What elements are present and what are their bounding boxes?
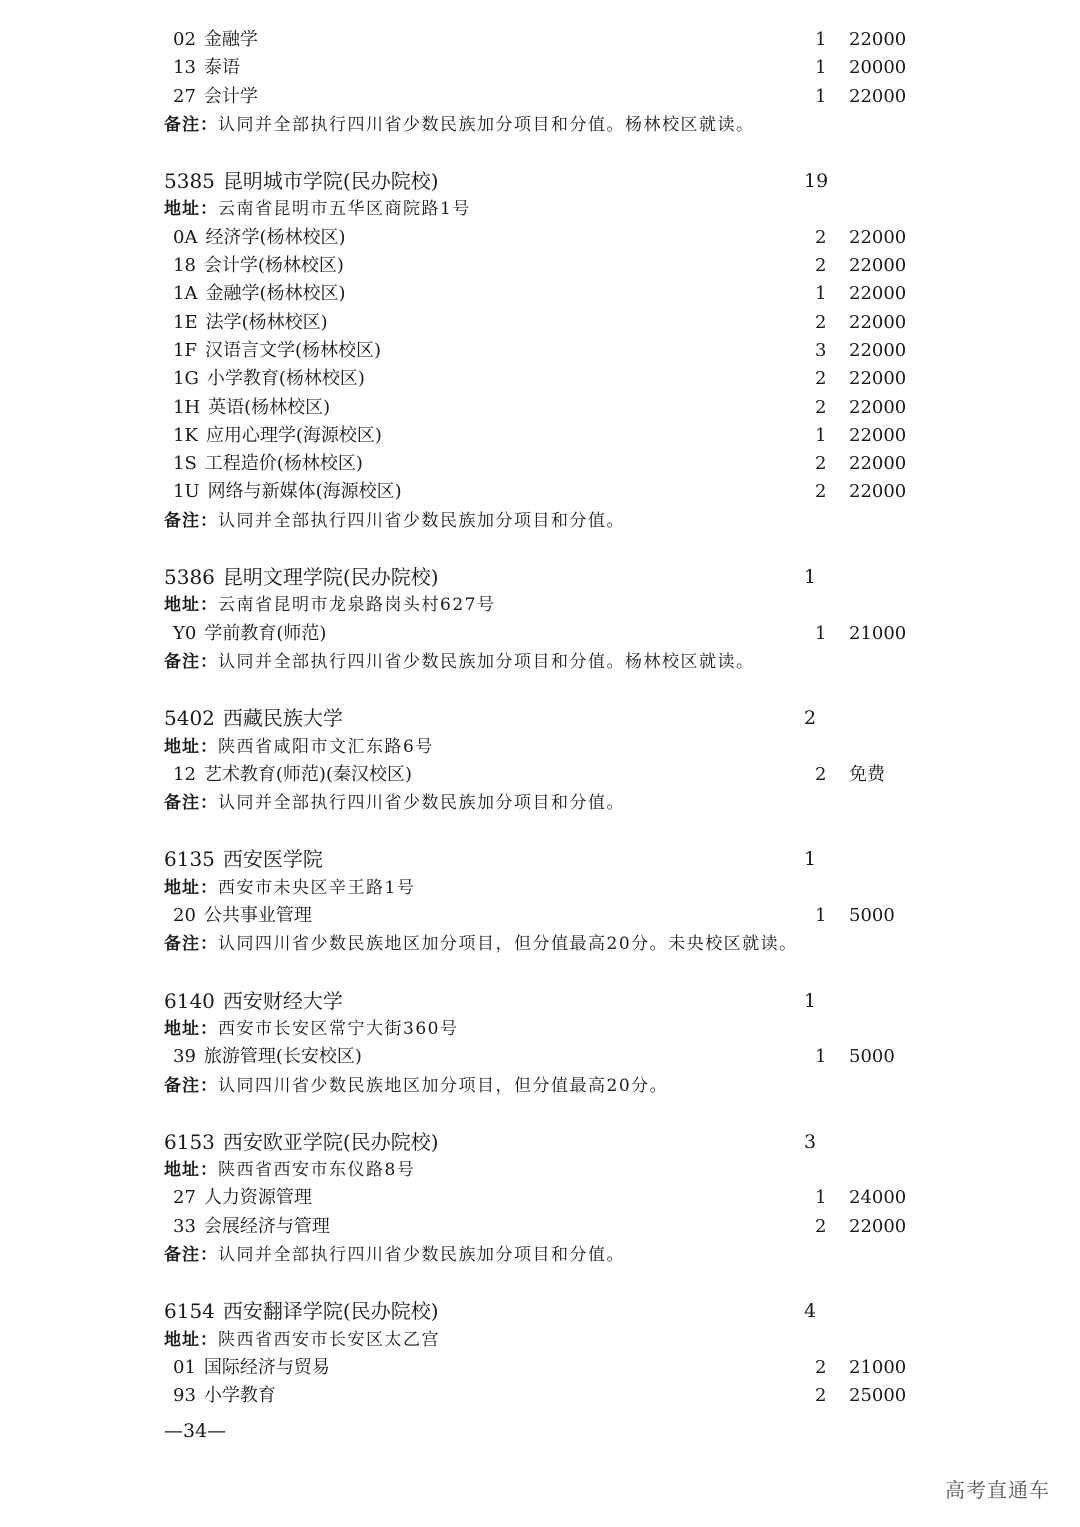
major-name: 汉语言文学(杨林校区) <box>204 339 381 361</box>
note-text: 认同并全部执行四川省少数民族加分项目和分值。 <box>218 793 625 814</box>
major-row <box>164 26 924 54</box>
major-count: 2 <box>815 396 827 418</box>
major-name: 金融学 <box>203 29 258 50</box>
major-count: 2 <box>815 368 827 390</box>
major-name: 小学教育 <box>203 1385 276 1407</box>
major-fee: 22000 <box>849 396 907 418</box>
note-row <box>164 930 924 958</box>
major-name: 经济学(杨林校区) <box>205 226 346 248</box>
address-row <box>164 1015 924 1043</box>
major-code: 27 <box>173 85 196 107</box>
major-count: 2 <box>815 1356 827 1378</box>
major-fee: 22000 <box>849 339 907 361</box>
major-count: 1 <box>815 1046 827 1068</box>
major-row <box>164 1213 924 1241</box>
institution-header <box>164 167 924 195</box>
institution-count: 1 <box>804 566 817 589</box>
address-text: 陕西省咸阳市文汇东路6号 <box>218 736 434 757</box>
institution-count: 2 <box>804 707 817 730</box>
major-row <box>164 54 924 82</box>
major-code: 12 <box>173 763 196 785</box>
note-label: 备注： <box>164 510 218 531</box>
institution-name: 西安欧亚学院(民办院校) <box>222 1129 439 1154</box>
major-fee: 22000 <box>849 453 907 475</box>
major-fee: 20000 <box>849 57 907 79</box>
major-row <box>164 252 924 280</box>
institution-code: 5386 <box>164 565 215 590</box>
major-name: 工程造价(杨林校区) <box>204 453 363 475</box>
major-name: 泰语 <box>203 57 240 79</box>
note-row <box>164 648 924 676</box>
institution-name: 西藏民族大学 <box>222 706 343 731</box>
major-row <box>164 478 924 506</box>
major-code: 1E <box>173 311 198 333</box>
institution-name: 西安财经大学 <box>222 988 343 1013</box>
major-code: 20 <box>173 905 196 927</box>
major-fee: 21000 <box>849 622 907 644</box>
address-label: 地址： <box>164 877 218 898</box>
note-label: 备注： <box>164 114 218 135</box>
major-code: 02 <box>173 29 196 50</box>
major-fee: 免费 <box>849 763 885 785</box>
note-row <box>164 1241 924 1269</box>
major-count: 1 <box>815 424 827 446</box>
institution-header <box>164 704 924 732</box>
major-row <box>164 1382 924 1410</box>
institution-header <box>164 563 924 591</box>
major-code: 1U <box>173 481 200 503</box>
major-fee: 22000 <box>849 85 907 107</box>
major-count: 2 <box>815 453 827 475</box>
major-count: 1 <box>815 57 827 79</box>
major-code: 39 <box>173 1046 196 1068</box>
note-row <box>164 789 924 817</box>
major-code: 1A <box>173 283 198 305</box>
major-code: 1G <box>173 368 199 390</box>
major-row <box>164 309 924 337</box>
note-label: 备注： <box>164 651 218 672</box>
major-row <box>164 280 924 308</box>
institution-header <box>164 987 924 1015</box>
institution-header <box>164 1297 924 1325</box>
address-row <box>164 1156 924 1184</box>
major-name: 金融学(杨林校区) <box>205 283 346 305</box>
institution-code: 6153 <box>164 1129 215 1154</box>
address-row <box>164 874 924 902</box>
major-name: 会计学(杨林校区) <box>203 255 344 277</box>
major-count: 1 <box>815 85 827 107</box>
note-label: 备注： <box>164 793 218 814</box>
address-label: 地址： <box>164 199 218 220</box>
note-text: 认同并全部执行四川省少数民族加分项目和分值。 <box>218 1244 625 1265</box>
major-row <box>164 761 924 789</box>
watermark: 高考直通车 <box>945 1478 1050 1502</box>
major-code: 13 <box>173 57 196 79</box>
institution-code: 5385 <box>164 169 215 194</box>
major-name: 艺术教育(师范)(秦汉校区) <box>203 763 412 785</box>
address-row <box>164 1326 924 1354</box>
address-label: 地址： <box>164 1329 218 1350</box>
major-name: 学前教育(师范) <box>204 622 327 644</box>
major-fee: 22000 <box>849 1215 907 1237</box>
note-label: 备注： <box>164 1244 218 1265</box>
note-text: 认同并全部执行四川省少数民族加分项目和分值。 <box>218 510 625 531</box>
major-code: 93 <box>173 1385 196 1407</box>
address-text: 云南省昆明市龙泉路岗头村627号 <box>218 595 496 616</box>
note-text: 认同并全部执行四川省少数民族加分项目和分值。杨林校区就读。 <box>218 651 755 672</box>
institution-name: 西安医学院 <box>222 847 323 872</box>
major-row <box>164 83 924 111</box>
note-label: 备注： <box>164 934 218 955</box>
major-count: 2 <box>815 226 827 248</box>
address-row <box>164 733 924 761</box>
page-number: —34— <box>164 1420 227 1442</box>
major-code: 1H <box>173 396 201 418</box>
major-row <box>164 450 924 478</box>
major-count: 3 <box>815 339 827 361</box>
address-text: 西安市未央区辛王路1号 <box>218 877 416 898</box>
major-name: 英语(杨林校区) <box>208 396 331 418</box>
major-name: 旅游管理(长安校区) <box>203 1046 362 1068</box>
institution-header <box>164 845 924 873</box>
address-row <box>164 195 924 223</box>
institution-name: 西安翻译学院(民办院校) <box>222 1299 439 1324</box>
institution-count: 19 <box>804 170 829 193</box>
major-fee: 22000 <box>849 424 907 446</box>
major-count: 1 <box>815 622 827 644</box>
major-fee: 22000 <box>849 283 907 305</box>
note-row <box>164 1072 924 1100</box>
institution-header <box>164 1128 924 1156</box>
address-text: 云南省昆明市五华区商院路1号 <box>218 199 471 220</box>
major-fee: 21000 <box>849 1356 907 1378</box>
major-name: 公共事业管理 <box>203 905 312 927</box>
note-row <box>164 507 924 535</box>
note-label: 备注： <box>164 1075 218 1096</box>
address-text: 陕西省西安市东仪路8号 <box>218 1160 416 1181</box>
major-row <box>164 1354 924 1382</box>
institution-name: 昆明文理学院(民办院校) <box>222 565 439 590</box>
major-code: Y0 <box>173 622 197 644</box>
address-row <box>164 591 924 619</box>
note-row <box>164 111 924 139</box>
major-code: 1S <box>173 453 197 475</box>
major-code: 1K <box>173 424 198 446</box>
major-row <box>164 1184 924 1212</box>
major-row <box>164 337 924 365</box>
major-name: 法学(杨林校区) <box>205 311 328 333</box>
major-row <box>164 394 924 422</box>
major-row <box>164 620 924 648</box>
major-row <box>164 422 924 450</box>
major-fee: 5000 <box>849 905 895 927</box>
institution-code: 6154 <box>164 1299 215 1324</box>
major-fee: 22000 <box>849 255 907 277</box>
major-name: 会计学 <box>203 85 258 107</box>
major-name: 小学教育(杨林校区) <box>206 368 365 390</box>
institution-count: 4 <box>804 1300 817 1323</box>
address-label: 地址： <box>164 595 218 616</box>
major-row <box>164 902 924 930</box>
major-fee: 24000 <box>849 1187 907 1209</box>
institution-code: 6140 <box>164 988 215 1013</box>
address-label: 地址： <box>164 736 218 757</box>
major-fee: 25000 <box>849 1385 907 1407</box>
major-fee: 22000 <box>849 311 907 333</box>
major-code: 1F <box>173 339 197 361</box>
major-count: 2 <box>815 311 827 333</box>
major-count: 1 <box>815 29 827 50</box>
major-fee: 22000 <box>849 226 907 248</box>
major-name: 人力资源管理 <box>203 1187 312 1209</box>
major-name: 国际经济与贸易 <box>203 1356 330 1378</box>
major-code: 0A <box>173 226 198 248</box>
major-count: 2 <box>815 1215 827 1237</box>
major-name: 应用心理学(海源校区) <box>205 424 382 446</box>
major-count: 2 <box>815 481 827 503</box>
major-count: 2 <box>815 1385 827 1407</box>
major-count: 1 <box>815 905 827 927</box>
major-fee: 22000 <box>849 29 907 50</box>
institution-count: 1 <box>804 989 817 1012</box>
document-body <box>164 26 924 1410</box>
major-code: 18 <box>173 255 196 277</box>
major-row <box>164 365 924 393</box>
note-text: 认同四川省少数民族地区加分项目，但分值最高20分。未央校区就读。 <box>218 934 798 955</box>
major-row <box>164 224 924 252</box>
major-code: 33 <box>173 1215 196 1237</box>
major-count: 1 <box>815 283 827 305</box>
institution-code: 6135 <box>164 847 215 872</box>
major-fee: 22000 <box>849 481 907 503</box>
institution-count: 1 <box>804 848 817 871</box>
major-name: 网络与新媒体(海源校区) <box>207 481 402 503</box>
major-row <box>164 1043 924 1071</box>
major-count: 2 <box>815 255 827 277</box>
major-code: 01 <box>173 1356 196 1378</box>
major-fee: 22000 <box>849 368 907 390</box>
note-text: 认同四川省少数民族地区加分项目，但分值最高20分。 <box>218 1075 669 1096</box>
major-name: 会展经济与管理 <box>203 1215 330 1237</box>
major-count: 1 <box>815 1187 827 1209</box>
address-label: 地址： <box>164 1160 218 1181</box>
institution-code: 5402 <box>164 706 215 731</box>
major-fee: 5000 <box>849 1046 895 1068</box>
institution-name: 昆明城市学院(民办院校) <box>222 169 439 194</box>
address-text: 西安市长安区常宁大街360号 <box>218 1018 459 1039</box>
major-count: 2 <box>815 763 827 785</box>
address-label: 地址： <box>164 1018 218 1039</box>
address-text: 陕西省西安市长安区太乙宫 <box>218 1329 440 1350</box>
note-text: 认同并全部执行四川省少数民族加分项目和分值。杨林校区就读。 <box>218 114 755 135</box>
institution-count: 3 <box>804 1130 817 1153</box>
major-code: 27 <box>173 1187 196 1209</box>
